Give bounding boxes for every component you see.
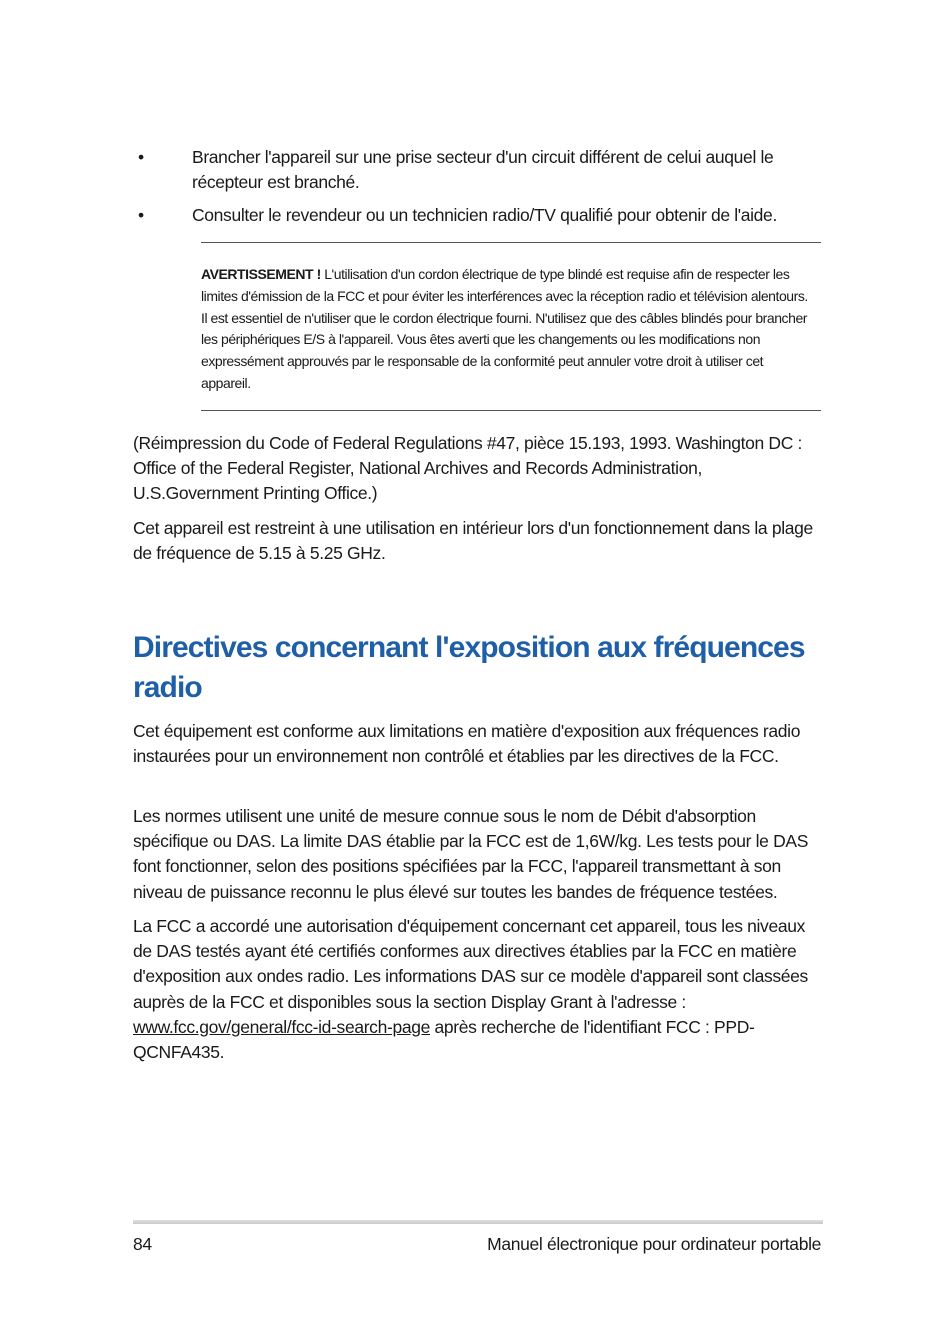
indoor-use-note: Cet appareil est restreint à une utilisation en intérieur lors d'un fonctionnement dans la plage de fréquence de 5.15 à 5.25 GHz. bbox=[133, 518, 813, 564]
fcc-id-text: après recherche de l'identifiant FCC : PPD-QCNFA435. bbox=[133, 1016, 755, 1063]
reprint-note: (Réimpression du Code of Federal Regulations #47, pièce 15.193, 1993. Washington DC : Office of the Federal Register, National Archives and Records Administration, U.S.Government Printing Office.) bbox=[133, 433, 803, 504]
sar-paragraph: Les normes utilisent une unité de mesure connue sous le nom de Débit d'absorption spécifique ou DAS. La limite DAS établie par la FCC est de 1,6W/kg. Les tests pour le DAS font fonctionner, selon des positions spécifiées par la FCC, l'appareil transmettant à son niveau de puissance reconnu le plus élevé sur toutes les bandes de fréquence testées. bbox=[133, 806, 809, 902]
bullet-text: Consulter le revendeur ou un technicien radio/TV qualifié pour obtenir de l'aide. bbox=[192, 205, 777, 225]
footer-rule bbox=[133, 1220, 823, 1224]
warning-bottom-rule bbox=[201, 410, 821, 411]
fcc-grant-paragraph bbox=[133, 914, 823, 1065]
page-number: 84 bbox=[133, 1234, 152, 1254]
warning-text: L'utilisation d'un cordon électrique de type blindé est requise afin de respecter les limites d'émission de la FCC et pour éviter les interférences avec la réception radio et télévision alentours. Il est essentiel de n'utiliser que le cordon électrique fourni. N'utilisez que des câbles blindés pour brancher les périphériques E/S à l'appareil. Vous êtes averti que les changements ou les modifications non expressément approuvés par le responsable de la conformité peut annuler votre droit à utiliser cet appareil. bbox=[201, 266, 808, 391]
warning-top-rule bbox=[201, 242, 821, 243]
fcc-grant-text: La FCC a accordé une autorisation d'équipement concernant cet appareil, tous les niveaux de DAS testés ayant été certifiés conformes aux directives établies par la FCC en matière d'exposition aux ondes radio. Les informations DAS sur ce modèle d'appareil sont classées auprès de la FCC et disponibles sous la section Display Grant à l'adresse : bbox=[133, 916, 808, 1012]
rf-exposure-paragraph: Cet équipement est conforme aux limitations en matière d'exposition aux fréquences radio instaurées pour un environnement non contrôlé et établies par les directives de la FCC. bbox=[133, 721, 801, 767]
section-heading: Directives concernant l'exposition aux fréquences radio bbox=[133, 631, 805, 704]
warning-notice bbox=[201, 264, 813, 395]
fcc-search-link[interactable]: www.fcc.gov/general/fcc-id-search-page bbox=[133, 1016, 430, 1037]
bullet-marker: • bbox=[138, 147, 144, 167]
bullet-text: Brancher l'appareil sur une prise secteur d'un circuit différent de celui auquel le récepteur est branché. bbox=[192, 147, 774, 192]
warning-label: AVERTISSEMENT ! bbox=[201, 266, 321, 282]
manual-title: Manuel électronique pour ordinateur portable bbox=[487, 1234, 821, 1254]
bullet-marker: • bbox=[138, 205, 144, 225]
